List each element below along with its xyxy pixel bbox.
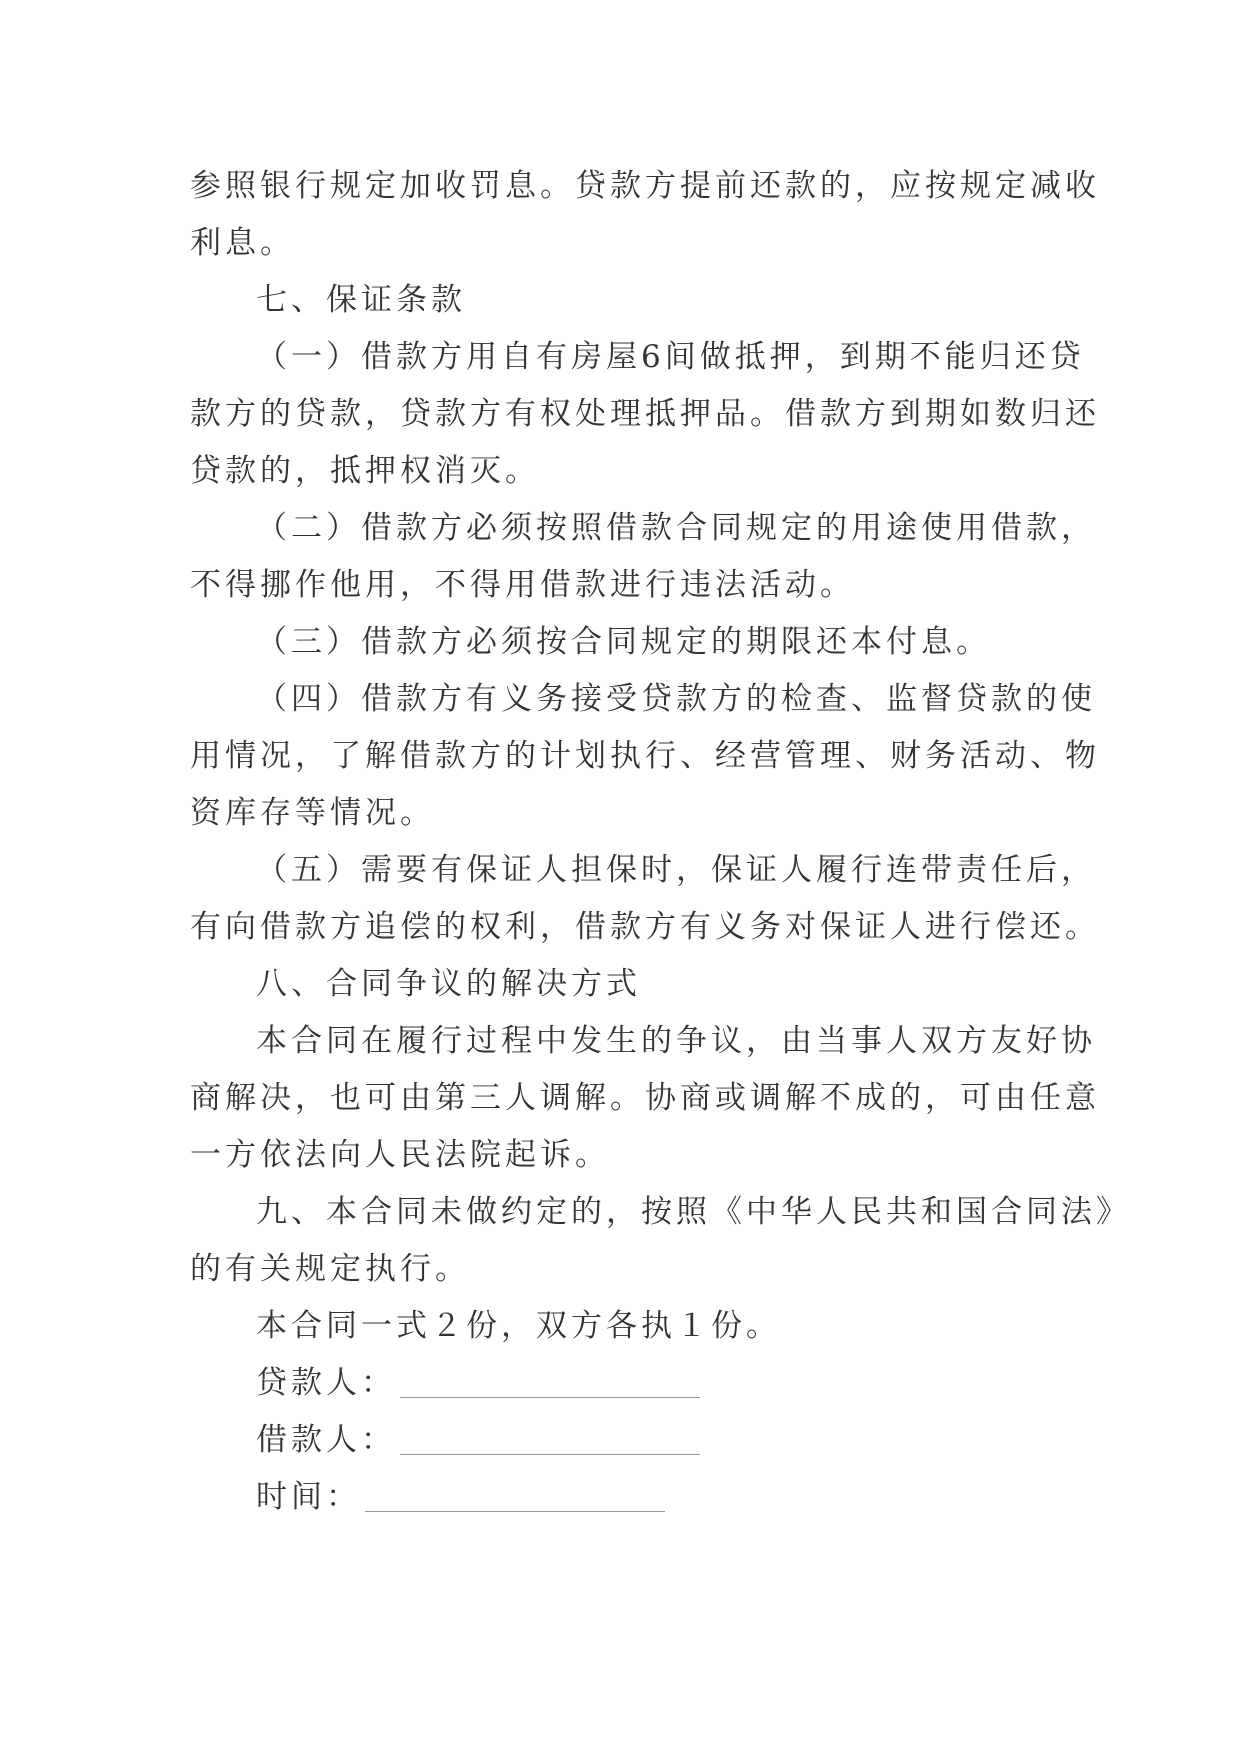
text-line: 本合同一式２份，双方各执１份。	[256, 1308, 781, 1344]
lender-label: 贷款人：	[256, 1365, 396, 1401]
text-line: 商解决，也可由第三人调解。协商或调解不成的，可由任意	[190, 1080, 1100, 1116]
lender-signature-blank[interactable]	[400, 1359, 700, 1398]
text-line: 参照银行规定加收罚息。贷款方提前还款的，应按规定减收	[190, 168, 1100, 204]
date-blank[interactable]	[365, 1473, 665, 1512]
date-signature-row	[190, 1469, 1050, 1526]
text-line: 利息。	[190, 225, 295, 261]
text-line: （四）借款方有义务接受贷款方的检查、监督贷款的使	[256, 681, 1096, 717]
borrower-signature-blank[interactable]	[400, 1416, 700, 1455]
lender-signature-row	[190, 1355, 1050, 1412]
text-line: 有向借款方追偿的权利，借款方有义务对保证人进行偿还。	[190, 909, 1100, 945]
text-line: 用情况，了解借款方的计划执行、经营管理、财务活动、物	[190, 738, 1100, 774]
text-line: 贷款的，抵押权消灭。	[190, 453, 540, 489]
text-line: （二）借款方必须按照借款合同规定的用途使用借款，	[256, 510, 1096, 546]
section-heading: 八、合同争议的解决方式	[256, 966, 641, 1002]
text-line: 一方依法向人民法院起诉。	[190, 1137, 610, 1173]
text-line: 资库存等情况。	[190, 795, 435, 831]
text-line: 九、本合同未做约定的，按照《中华人民共和国合同法》	[256, 1194, 1131, 1230]
date-label: 时间：	[256, 1479, 361, 1515]
text-line: 本合同在履行过程中发生的争议，由当事人双方友好协	[256, 1023, 1096, 1059]
text-line: 款方的贷款，贷款方有权处理抵押品。借款方到期如数归还	[190, 396, 1100, 432]
text-line: （五）需要有保证人担保时，保证人履行连带责任后，	[256, 852, 1096, 888]
borrower-signature-row	[190, 1412, 1050, 1469]
document-page	[190, 158, 1131, 1526]
text-line: 不得挪作他用，不得用借款进行违法活动。	[190, 567, 855, 603]
borrower-label: 借款人：	[256, 1422, 396, 1458]
text-line: （三）借款方必须按合同规定的期限还本付息。	[256, 624, 991, 660]
text-line: （一）借款方用自有房屋6间做抵押，到期不能归还贷	[256, 339, 1085, 375]
text-line: 的有关规定执行。	[190, 1251, 470, 1287]
section-heading: 七、保证条款	[256, 282, 466, 318]
